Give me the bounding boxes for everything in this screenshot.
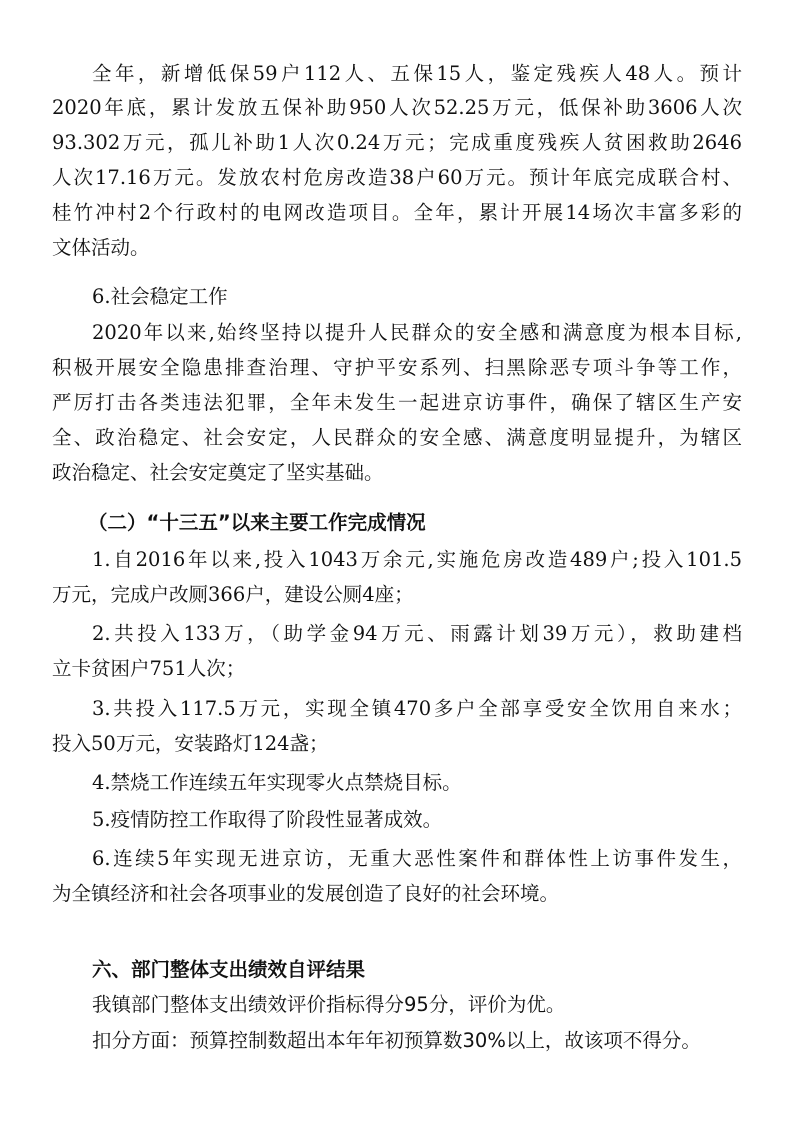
paragraph-line: 严厉打击各类违法犯罪，全年未发生一起进京访事件，确保了辖区生产安 [52,391,742,414]
paragraph-line: 全、政治稳定、社会安定，人民群众的安全感、满意度明显提升，为辖区 [52,426,742,449]
list-item-continuation: 立卡贫困户751人次； [52,657,246,680]
list-item: 3.共投入117.5万元，实现全镇470多户全部享受安全饮用自来水； [92,697,742,720]
list-item-continuation: 为全镇经济和社会各项事业的发展创造了良好的社会环境。 [52,882,560,905]
section-heading: 六、部门整体支出绩效自评结果 [92,958,366,981]
list-item: 1.自2016年以来,投入1043万余元,实施危房改造489户;投入101.5 [92,548,742,571]
subsection-heading: 6.社会稳定工作 [92,285,228,308]
paragraph-line: 人次17.16万元。发放农村危房改造38户60万元。预计年底完成联合村、 [52,166,742,189]
paragraph-line: 93.302万元，孤儿补助1人次0.24万元；完成重度残疾人贫困救助2646 [52,131,742,154]
list-item: 4.禁烧工作连续五年实现零火点禁烧目标。 [92,771,462,794]
paragraph-line: 2020年以来,始终坚持以提升人民群众的安全感和满意度为根本目标, [92,321,742,344]
section-heading: （二）“十三五”以来主要工作完成情况 [88,511,426,534]
list-item-continuation: 投入50万元，安装路灯124盏； [52,732,329,755]
paragraph-line: 我镇部门整体支出绩效评价指标得分95分，评价为优。 [92,993,566,1016]
list-item: 6.连续5年实现无进京访，无重大恶性案件和群体性上访事件发生， [92,847,742,870]
paragraph-line: 政治稳定、社会安定奠定了坚实基础。 [52,461,384,484]
paragraph-line: 文体活动。 [52,236,150,259]
paragraph-line: 2020年底，累计发放五保补助950人次52.25万元，低保补助3606人次 [52,96,742,119]
list-item: 5.疫情防控工作取得了阶段性显著成效。 [92,808,443,831]
paragraph-line: 桂竹冲村2个行政村的电网改造项目。全年，累计开展14场次丰富多彩的 [52,201,742,224]
paragraph-line: 扣分方面：预算控制数超出本年年初预算数30%以上，故该项不得分。 [92,1029,701,1052]
list-item-continuation: 万元，完成户改厕366户，建设公厕4座； [52,583,414,606]
paragraph-line: 积极开展安全隐患排查治理、守护平安系列、扫黑除恶专项斗争等工作， [52,356,742,379]
paragraph-line: 全年，新增低保59户112人、五保15人，鉴定残疾人48人。预计 [92,62,742,85]
list-item: 2.共投入133万，（助学金94万元、雨露计划39万元），救助建档 [92,622,742,645]
